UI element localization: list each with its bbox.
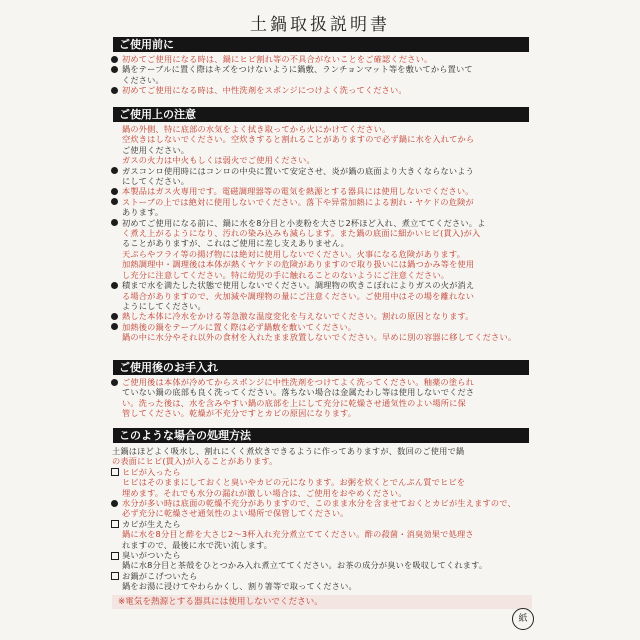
instruction-text: 初めてご使用になる前に、鍋に水を8分目と小麦粉を大さじ2杯ほど入れ、煮立ててください。よ: [122, 217, 486, 228]
instruction-line: [110, 54, 530, 64]
instruction-line: [110, 64, 530, 74]
instruction-text: ガスの火力は中火もしくは弱火でご使用ください。: [122, 155, 315, 166]
instruction-line: [110, 85, 530, 95]
page-title: 土鍋取扱説明書: [250, 15, 390, 35]
instruction-text: ヒビが入ったら: [122, 466, 181, 477]
instruction-text: 天ぷらやフライ等の揚げ物には絶対に使用しないでください。火事になる危険があります。: [122, 248, 465, 259]
instruction-line: [110, 124, 530, 134]
bullet-icon: [111, 87, 118, 94]
bullet-icon: [111, 219, 118, 226]
instruction-text: あります。: [122, 207, 164, 218]
instruction-line: [110, 529, 530, 539]
instruction-line: [110, 322, 530, 332]
instruction-line: [110, 498, 530, 508]
instruction-text: ストーブの上では絶対に使用しないでください。落下や异常加熱による割れ・ヤケドの危険が: [122, 196, 474, 207]
section-before-use: [110, 54, 530, 96]
instruction-line: [110, 446, 530, 456]
instruction-line: [110, 270, 530, 280]
instruction-text: お鍋がこげついたら: [122, 570, 198, 581]
instruction-line: [110, 311, 530, 321]
instruction-text: ご使用後は本体が冷めてからスポンジに中性洗剤をつけてよく洗ってください。釉薬の塗られ: [122, 377, 475, 387]
instruction-text: ていない鍋の底部も良く洗ってください。落ちない場合は金属たわし等は使用しないでくださ: [122, 387, 475, 398]
instruction-text: ください。: [122, 74, 164, 85]
instruction-line: [110, 508, 530, 518]
instruction-line: [110, 186, 530, 196]
instruction-text: れますので、最後に水で洗い流します。: [122, 539, 273, 550]
section-care: [110, 377, 530, 419]
bullet-icon: [111, 323, 118, 330]
bullet-icon: [111, 56, 118, 63]
bullet-icon: [111, 313, 118, 320]
square-bullet-icon: [111, 468, 119, 476]
instruction-text: 空炊きはしないでください。空炊きすると割れることがありますので必ず鍋に水を入れてから: [122, 134, 475, 145]
instruction-line: [110, 519, 530, 529]
instruction-line: [110, 280, 530, 290]
instruction-line: [110, 301, 530, 311]
instruction-text: にしてください。: [122, 176, 190, 187]
bullet-icon: [111, 66, 118, 73]
instruction-text: 鍋をテーブルに置く際はキズをつけないように鍋敷、ランチョンマット等を敷いてから置いて: [122, 64, 473, 75]
instruction-text: る場合がありますので、火加減や調理物の量にご注意ください。ご使用中はその場を離れない: [122, 290, 475, 301]
instruction-text: 鍋に水を8分目と酢を大さじ2〜3杯入れ充分煮立ててください。酢の殺菌・消臭効果で処理さ: [122, 529, 474, 540]
square-bullet-icon: [111, 572, 119, 580]
instruction-text: 本製品はガス火専用です。電磁調理器等の電気を熱源とする器具には使用しないでください。: [122, 186, 474, 197]
instruction-line: [110, 571, 530, 581]
instruction-text: の表面にヒビ(貫入)が入ることがあります。: [112, 456, 278, 467]
instruction-line: [110, 332, 530, 342]
square-bullet-icon: [111, 552, 119, 560]
instruction-line: [110, 581, 530, 591]
footer-warning: ※電気を熱源とする器具には使用しないでください。: [112, 595, 532, 609]
instruction-text: 埋めます。それでも水分の漏れが激しい場合は、ご使用をおやめください。: [122, 487, 407, 498]
instruction-text: い。洗った後は、水を含みやすい鍋の底部を上にして充分に乾燥させ通気性のよい場所に保: [122, 397, 466, 408]
instruction-text: し充分に注意してください。特に幼児の手に触れることのないようにご注意ください。: [122, 269, 450, 280]
section-heading-precautions: ご使用上の注意: [113, 107, 529, 122]
instruction-text: 水分が多い時は底面の乾燥不充分がありますので、このまま水分を含ませておくとカビが生えますので、: [122, 498, 516, 509]
instruction-line: [110, 456, 530, 466]
bullet-icon: [111, 379, 118, 386]
instruction-text: ご使用ください。: [122, 144, 190, 155]
bullet-icon: [111, 198, 118, 205]
instruction-text: 鍋の中に水分やそれ以外の食材を入れたまま放置しないでください。早めに別の容器に移してください。: [122, 332, 517, 343]
square-bullet-icon: [111, 520, 119, 528]
instruction-line: [110, 249, 530, 259]
paper-recycle-mark: 紙: [512, 608, 534, 630]
bullet-icon: [111, 188, 118, 195]
instruction-line: [110, 540, 530, 550]
instruction-line: [110, 238, 530, 248]
instruction-line: [110, 166, 530, 176]
instruction-line: [110, 387, 530, 397]
instruction-line: [110, 488, 530, 498]
bullet-icon: [111, 500, 118, 507]
instruction-line: [110, 134, 530, 144]
instruction-line: [110, 228, 530, 238]
instruction-text: 熱した本体に冷水をかける等急激な温度変化を与えないでください。割れの原因となります。: [122, 311, 474, 322]
bullet-icon: [111, 282, 118, 289]
instruction-text: 鍋に水8分目と茶殻をひとつかみ入れ煮立ててください。お茶の成分が臭いを吸収してくれます。: [122, 560, 488, 571]
instruction-line: [110, 207, 530, 217]
instruction-text: 臭いがついたら: [122, 550, 181, 561]
instruction-line: [110, 291, 530, 301]
bullet-icon: [111, 167, 118, 174]
section-precautions: [110, 124, 530, 343]
instruction-text: 初めてご使用になる時は、鍋にヒビ割れ等の不具合がないことをご確認ください。: [122, 54, 433, 64]
instruction-line: [110, 560, 530, 570]
instruction-line: [110, 408, 530, 418]
section-heading-care: ご使用後のお手入れ: [113, 360, 529, 375]
instruction-text: 鍋をお湯に浸けてやわらかくし、割り箸等で取ってください。: [122, 581, 357, 592]
instruction-text: ようにしてください。: [122, 300, 206, 311]
instruction-line: [110, 398, 530, 408]
instruction-line: [110, 145, 530, 155]
instruction-text: ることがありますが、これはご使用に差し支えありません。: [122, 238, 349, 249]
instruction-line: [110, 218, 530, 228]
section-heading-before-use: ご使用前に: [113, 37, 529, 52]
instruction-text: 鍋の外側、特に底部の水気をよく拭き取ってから火にかけてください。: [122, 124, 391, 134]
instruction-text: ヒビはそのままにしておくと臭いやカビの元になります。お粥を炊くとでんぷん質でヒビを: [122, 477, 466, 488]
instruction-text: カビが生えたら: [122, 518, 181, 529]
instruction-line: [110, 75, 530, 85]
instruction-text: ガスコンロ使用時にはコンロの中央に置いて安定させ、炎が鍋の底面より大きくならないよう: [122, 165, 475, 176]
instruction-text: 加熱後の鍋をテーブルに置く際は必ず鍋敷を敷いてください。: [122, 321, 357, 332]
instruction-line: [110, 155, 530, 165]
instruction-line: [110, 176, 530, 186]
instruction-text: 積まで水を満たした状態で使用しないでください。調理物の吹きこぼれによりガスの火が消え: [122, 280, 475, 291]
instruction-text: 管してください。乾燥が不充分ですとカビの原因になります。: [122, 408, 357, 419]
instruction-text: 加熱調理中・調理後は本体が熱くヤケドの危険がありますので取り扱いには鍋つかみ等を使用: [122, 259, 475, 270]
section-heading-troubleshooting: このような場合の処理方法: [113, 428, 529, 443]
instruction-line: [110, 377, 530, 387]
section-troubleshooting: [110, 446, 530, 592]
instruction-line: [110, 467, 530, 477]
instruction-text: く煮え上がるようになり、汚れの染み込みも減らします。また鍋の底面に細かいヒビ(貫入)が入: [122, 228, 481, 239]
instruction-text: 初めてご使用になる時は、中性洗剤をスポンジにつけよく洗ってください。: [122, 85, 407, 96]
instruction-line: [110, 550, 530, 560]
instruction-line: [110, 477, 530, 487]
instruction-text: 必ず充分に乾燥させ通気性のよい場所で保管してください。: [122, 508, 349, 519]
instruction-text: 土鍋はほどよく吸水し、割れにくく煮炊きできるように作ってありますが、数回のご使用で鍋: [112, 446, 465, 456]
instruction-line: [110, 259, 530, 269]
instruction-line: [110, 197, 530, 207]
